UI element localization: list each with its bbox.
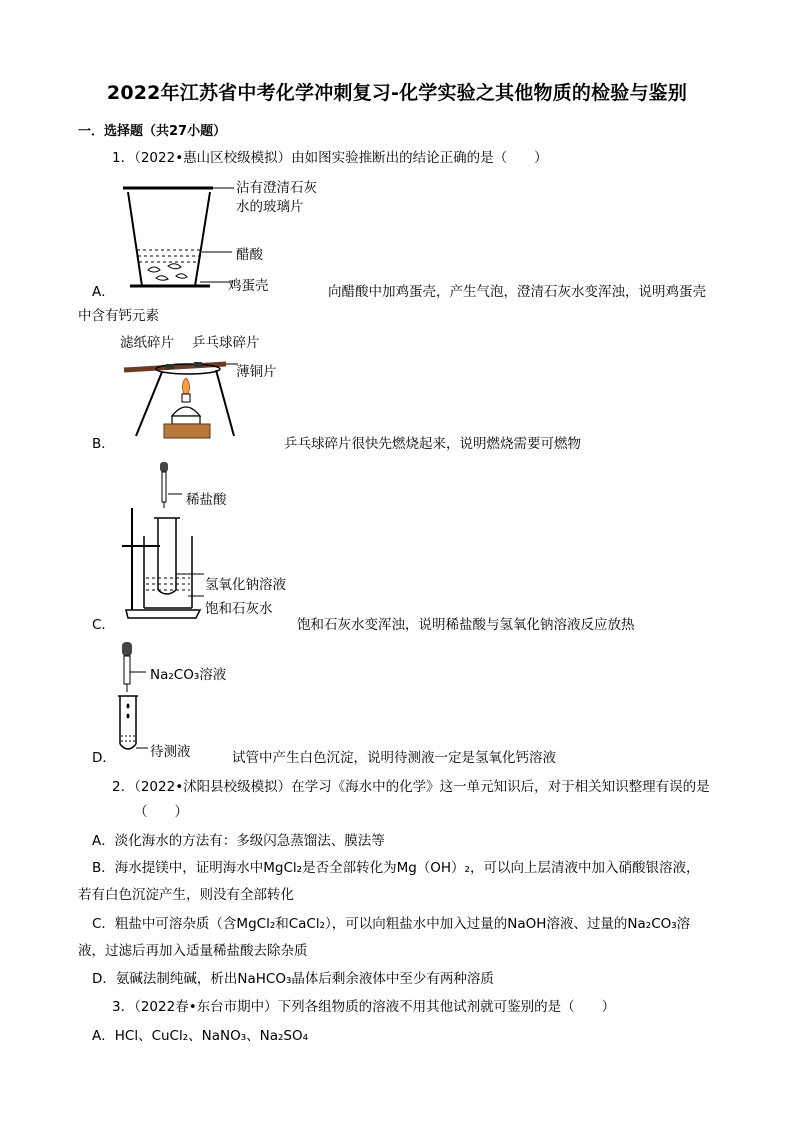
q3-stem: 3．（2022春•东台市期中）下列各组物质的溶液不用其他试剂就可鉴别的是（ ） (112, 999, 616, 1015)
q2-option-b-cont: 若有白色沉淀产生，则没有全部转化 (78, 887, 294, 903)
label-limewater: 饱和石灰水 (205, 601, 273, 617)
q3-option-a: A．HCl、CuCl₂、NaNO₃、Na₂SO₄ (92, 1028, 309, 1044)
label-naoh-solution: 氢氧化钠溶液 (205, 577, 286, 593)
beaker-figure (120, 180, 240, 292)
q1-option-a-text: 向醋酸中加鸡蛋壳，产生气泡，澄清石灰水变浑浊，说明鸡蛋壳 (328, 284, 706, 300)
label-eggshell: 鸡蛋壳 (228, 278, 269, 294)
q2-option-c-cont: 液，过滤后再加入适量稀盐酸去除杂质 (78, 943, 308, 959)
label-vinegar: 醋酸 (236, 247, 263, 263)
stand-beaker-figure (118, 460, 218, 620)
q1-option-a-text-cont: 中含有钙元素 (78, 308, 159, 324)
q2-option-a: A．淡化海水的方法有：多级闪急蒸馏法、膜法等 (92, 833, 385, 849)
q1-option-d-text: 试管中产生白色沉淀，说明待测液一定是氢氧化钙溶液 (232, 750, 556, 766)
label-filter-paper: 滤纸碎片 (120, 335, 174, 351)
label-test-liquid: 待测液 (150, 744, 191, 760)
label-copper-sheet: 薄铜片 (236, 364, 277, 380)
q1-option-c-text: 饱和石灰水变浑浊，说明稀盐酸与氢氧化钠溶液反应放热 (297, 617, 635, 633)
q2-stem-bracket: （ ） (134, 804, 188, 820)
label-glass-line2: 水的玻璃片 (236, 199, 304, 215)
q2-option-b: B．海水提镁中，证明海水中MgCl₂是否全部转化为Mg（OH）₂，可以向上层清液中加入硝酸银溶液， (92, 860, 700, 876)
q1-option-d-letter: D． (92, 750, 116, 766)
label-pingpong: 乒乓球碎片 (192, 335, 260, 351)
label-glass-line1: 沾有澄清石灰 (236, 180, 317, 196)
q1-option-b-text: 乒乓球碎片很快先燃烧起来，说明燃烧需要可燃物 (284, 436, 581, 452)
label-dilute-hcl: 稀盐酸 (186, 492, 227, 508)
q2-option-c: C．粗盐中可溶杂质（含MgCl₂和CaCl₂），可以向粗盐水中加入过量的NaOH溶液、过量的Na₂CO₃溶 (92, 916, 691, 932)
q1-option-a-letter: A． (92, 284, 115, 300)
tripod-figure (122, 350, 242, 442)
label-na2co3: Na₂CO₃溶液 (150, 667, 227, 683)
section-heading: 一．选择题（共27小题） (78, 124, 227, 139)
q1-option-b-letter: B． (92, 436, 115, 452)
q2-option-d: D．氨碱法制纯碱，析出NaHCO₃晶体后剩余液体中至少有两种溶质 (92, 971, 494, 987)
q1-stem: 1．（2022•惠山区校级模拟）由如图实验推断出的结论正确的是（ ） (112, 150, 548, 166)
page-title: 2022年江苏省中考化学冲刺复习-化学实验之其他物质的检验与鉴别 (106, 82, 688, 104)
q1-option-c-letter: C． (92, 617, 115, 633)
q2-stem: 2．（2022•沭阳县校级模拟）在学习《海水中的化学》这一单元知识后，对于相关知识整理有误的是 (112, 779, 710, 795)
